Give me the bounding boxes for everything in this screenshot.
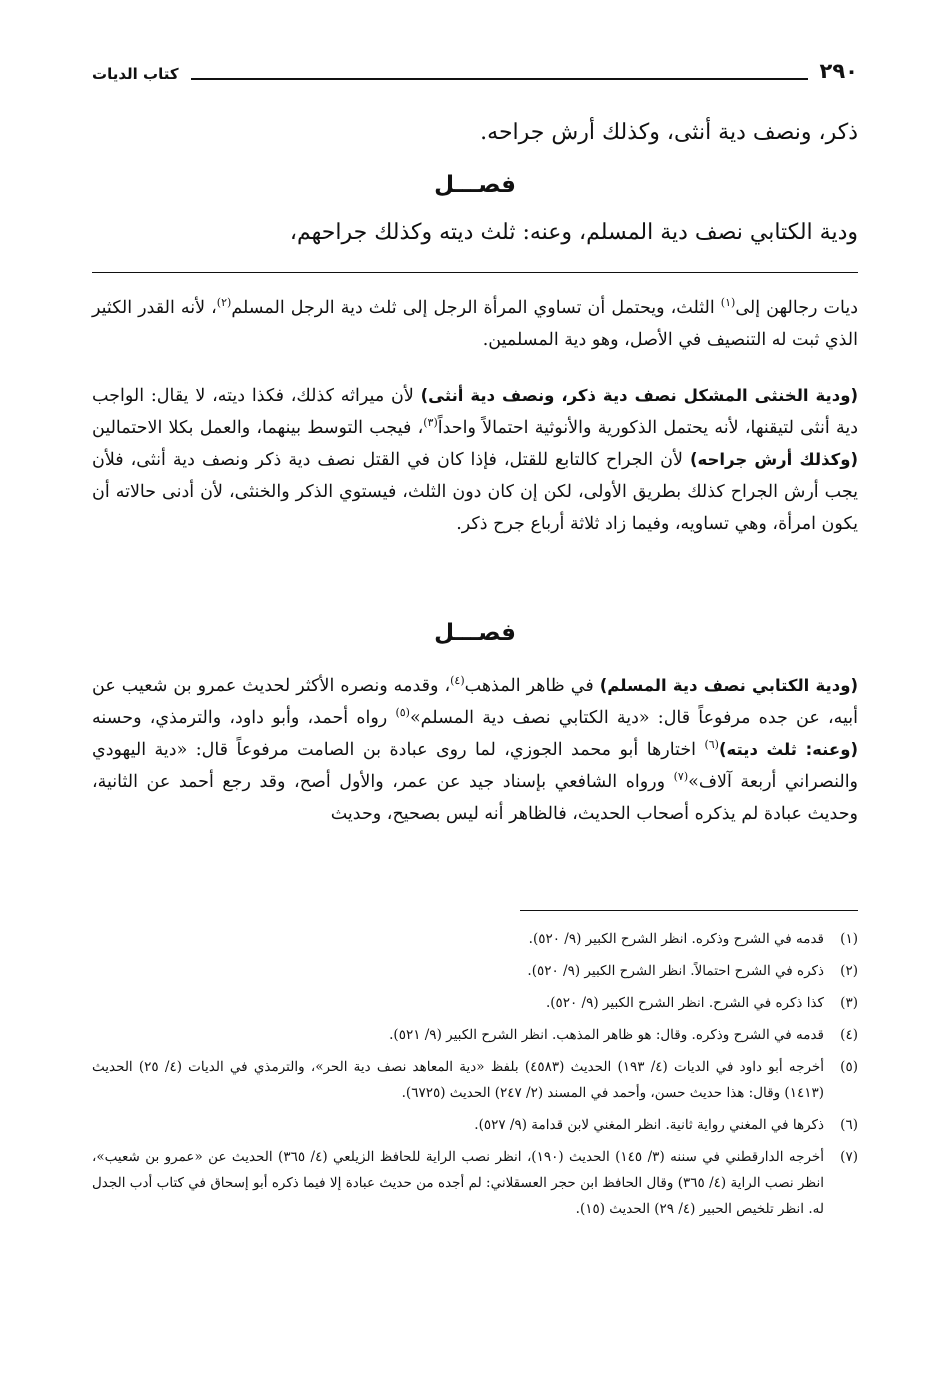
text-run: اختارها أبو محمد الجوزي، لما روى عبادة بن الصامت مرفوعاً قال: «دية اليهودي والنصراني أربعة آلاف»: [92, 740, 859, 792]
matn-quote: (ودية الخنثى المشكل نصف دية ذكر، ونصف دية أنثى): [420, 386, 858, 405]
footnote-text: أخرجه أبو داود في الديات (٤/ ١٩٣) الحديث (٤٥٨٣) بلفظ «دية المعاهد نصف دية الحر»، والترمذي في الديات (٤/ ٢٥) الحديث (١٤١٣) وقال: هذا حديث حسن، وأحمد في المسند (٢/ ٢٤٧) الحديث (٦٧٢٥).: [92, 1059, 824, 1101]
footnote-number: (٧): [840, 1149, 858, 1165]
footnote-item: [92, 1144, 858, 1222]
commentary-paragraph-2: [92, 380, 858, 540]
commentary-paragraph-3: [92, 670, 858, 830]
header-rule: [191, 78, 808, 80]
text-run: في ظاهر المذهب: [464, 676, 600, 696]
footnote-ref[interactable]: (٧): [673, 770, 689, 784]
fasl-label: فصـــل: [434, 620, 516, 646]
footnote-ref[interactable]: (٢): [216, 296, 232, 310]
footnote-ref[interactable]: (٤): [450, 674, 465, 688]
text-run: ، فيجب التوسط بينهما، والعمل بكلا الاحتمالين: [92, 418, 424, 438]
footnote-item: [92, 1112, 858, 1138]
footnote-text: قدمه في الشرح وذكره. وقال: هو ظاهر المذهب. انظر الشرح الكبير (٩/ ٥٢١).: [389, 1027, 824, 1043]
book-title: كتاب الديات: [92, 65, 179, 83]
footnote-text: كذا ذكره في الشرح. انظر الشرح الكبير (٩/ ٥٢٠).: [545, 995, 824, 1011]
footnote-ref[interactable]: (١): [720, 296, 736, 310]
footnote-text: أخرجه الدارقطني في سننه (٣/ ١٤٥) الحديث (١٩٠)، انظر نصب الراية للحافظ الزيلعي (٤/ ٣٦٥) الحديث عن «عمرو بن شعيب»، انظر نصب الراية (٤/ ٣٦٥) وقال الحافظ ابن حجر العسقلاني: لم أجده من حديث عبادة إلا فيما ذكره أبو إسحاق في كتاب أدب الجدل له. انظر تلخيص الحبير (٤/ ٢٩) الحديث (١٥).: [92, 1149, 825, 1217]
footnote-item: [92, 1022, 858, 1048]
footnote-item: [92, 926, 858, 952]
footnote-divider: [520, 910, 858, 911]
section-heading-fasl-1: [92, 172, 858, 198]
section-heading-fasl-2: [92, 620, 858, 646]
page-number: ٢٩٠: [819, 59, 858, 83]
text-run: ، لأنه القدر الكثير الذي ثبت له التنصيف في الأصل، وهو دية المسلمين.: [92, 298, 858, 350]
footnotes: [92, 926, 858, 1228]
text-run: الثلث، ويحتمل أن تساوي المرأة الرجل إلى ثلث دية الرجل المسلم: [231, 298, 721, 318]
footnote-number: (٢): [840, 963, 858, 979]
footnote-item: [92, 958, 858, 984]
footnote-item: [92, 990, 858, 1016]
matn-text-line-2: ودية الكتابي نصف دية المسلم، وعنه: ثلث ديته وكذلك جراحهم،: [289, 220, 858, 245]
footnote-number: (٣): [840, 995, 858, 1011]
text-run: ورواه الشافعي بإسناد جيد عن عمر، والأول أصح، وقد رجع أحمد عن الثانية، وحديث عبادة لم يذكره أصحاب الحديث، فالظاهر أنه ليس بصحيح، وحديث: [92, 772, 858, 824]
footnote-ref[interactable]: (٦): [704, 738, 719, 752]
text-run: لأن الجراح كالتابع للقتل، فإذا كان في القتل نصف دية ذكر ونصف دية أنثى، فلأن يجب أرش الجراح كذلك بطريق الأولى، لكن إن كان دون الثلث، فيستوي الذكر والخنثى، لأن أدنى حالاته أن يكون امرأة، وهي تساويه، وفيما زاد ثلاثة أرباع جرح ذكر.: [92, 450, 858, 534]
footnote-number: (٦): [840, 1117, 858, 1133]
text-run: ، وقدمه ونصره الأكثر لحديث عمرو بن شعيب عن أبيه، عن جده مرفوعاً قال: «دية الكتابي نصف دية المسلم»: [92, 676, 858, 728]
running-header: [92, 48, 858, 88]
text-run: لأن ميراثه كذلك، فكذا ديته، لا يقال: الواجب دية أنثى لتيقنها، لأنه يحتمل الذكورية والأنوثية احتمالاً واحداً: [92, 386, 858, 438]
footnote-text: قدمه في الشرح وذكره. انظر الشرح الكبير (٩/ ٥٢٠).: [528, 931, 824, 947]
footnote-number: (٤): [840, 1027, 858, 1043]
footnote-number: (١): [840, 931, 858, 947]
text-run: رواه أحمد، وأبو داود، والترمذي، وحسنه: [92, 708, 396, 728]
commentary-paragraph-1: [92, 292, 858, 356]
matn-quote: (وكذلك أرش جراحه): [689, 450, 858, 469]
matn-divider: [92, 272, 858, 273]
footnote-text: ذكره في الشرح احتمالاً. انظر الشرح الكبير (٩/ ٥٢٠).: [527, 963, 824, 979]
footnote-ref[interactable]: (٥): [395, 706, 410, 720]
matn-quote: (وعنه: ثلث ديته): [718, 740, 858, 759]
footnote-number: (٥): [840, 1059, 858, 1075]
fasl-label: فصـــل: [434, 172, 516, 198]
footnote-text: ذكرها في المغني رواية ثانية. انظر المغني لابن قدامة (٩/ ٥٢٧).: [474, 1117, 824, 1133]
matn-text-line-1: ذكر، ونصف دية أنثى، وكذلك أرش جراحه.: [480, 120, 858, 145]
footnote-ref[interactable]: (٣): [423, 416, 438, 430]
text-run: ديات رجالهن إلى: [735, 298, 858, 318]
matn-quote: (ودية الكتابي نصف دية المسلم): [599, 676, 858, 695]
footnote-item: [92, 1054, 858, 1106]
